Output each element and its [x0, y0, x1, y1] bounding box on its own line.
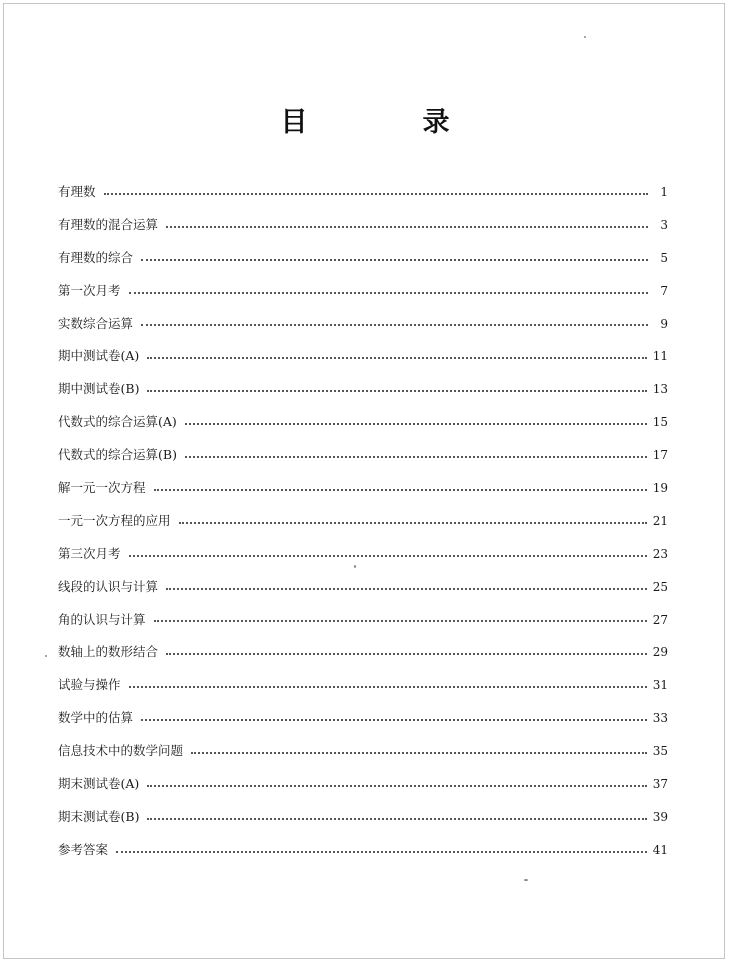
toc-entry-label: 解一元一次方程 — [58, 480, 146, 496]
page-title: 目 录 — [280, 107, 494, 138]
toc-dot-leader — [154, 620, 647, 622]
toc-entry[interactable] — [58, 472, 668, 505]
toc-entry[interactable] — [58, 275, 668, 308]
toc-dot-leader — [166, 588, 647, 590]
toc-entry-page: 25 — [652, 579, 668, 594]
toc-entry-label: 参考答案 — [58, 841, 109, 857]
toc-dot-leader — [116, 851, 647, 853]
toc-entry-label: 有理数的混合运算 — [58, 216, 159, 232]
toc-entry-label: 期中测试卷(B) — [58, 381, 140, 397]
toc-entry-label: 信息技术中的数学问题 — [58, 743, 184, 759]
toc-entry-page: 29 — [652, 645, 668, 660]
toc-entry[interactable] — [58, 801, 668, 834]
toc-entry[interactable] — [58, 834, 668, 867]
toc-entry-page: 9 — [660, 316, 668, 331]
toc-entry-page: 19 — [652, 481, 668, 496]
toc-entry-page: 35 — [652, 744, 668, 759]
toc-dot-leader — [147, 390, 646, 392]
toc-entry[interactable] — [58, 735, 668, 768]
toc-dot-leader — [185, 456, 647, 458]
toc-entry[interactable] — [58, 308, 668, 341]
toc-entry-label: 期末测试卷(B) — [58, 808, 140, 824]
toc-dot-leader — [141, 259, 648, 261]
toc-dot-leader — [129, 555, 647, 557]
toc-dot-leader — [166, 226, 648, 228]
toc-dot-leader — [141, 719, 647, 721]
toc-entry-page: 11 — [652, 349, 668, 364]
toc-entry-page: 31 — [652, 678, 668, 693]
toc-entry-label: 代数式的综合运算(B) — [58, 447, 177, 463]
scan-speck — [524, 879, 528, 881]
toc-entry-page: 39 — [652, 809, 668, 824]
toc-dot-leader — [141, 324, 648, 326]
toc-entry-label: 有理数的综合 — [58, 249, 134, 265]
toc-entry[interactable] — [58, 669, 668, 702]
toc-entry-page: 13 — [652, 382, 668, 397]
toc-dot-leader — [129, 292, 648, 294]
toc-entry-label: 试验与操作 — [58, 677, 121, 693]
toc-entry[interactable] — [58, 604, 668, 637]
toc-entry[interactable] — [58, 538, 668, 571]
toc-entry-page: 37 — [652, 777, 668, 792]
toc-entry-page: 3 — [660, 217, 668, 232]
toc-entry[interactable] — [58, 406, 668, 439]
toc-dot-leader — [147, 357, 646, 359]
toc-entry[interactable] — [58, 505, 668, 538]
toc-dot-leader — [147, 818, 646, 820]
toc-entry-label: 期中测试卷(A) — [58, 348, 140, 364]
toc-entry-label: 一元一次方程的应用 — [58, 512, 171, 528]
toc-entry-label: 第一次月考 — [58, 282, 121, 298]
toc-entry[interactable] — [58, 242, 668, 275]
toc-entry-label: 线段的认识与计算 — [58, 578, 159, 594]
toc-entry[interactable] — [58, 768, 668, 801]
toc-entry-page: 21 — [652, 513, 668, 528]
toc-entry-page: 17 — [652, 448, 668, 463]
toc-dot-leader — [104, 193, 648, 195]
toc-dot-leader — [154, 489, 647, 491]
toc-entry[interactable] — [58, 571, 668, 604]
toc-entry[interactable] — [58, 373, 668, 406]
toc-entry-page: 23 — [652, 546, 668, 561]
toc-entry[interactable] — [58, 439, 668, 472]
toc-entry-page: 33 — [652, 711, 668, 726]
scan-speck — [354, 565, 356, 568]
toc-entry-label: 代数式的综合运算(A) — [58, 414, 177, 430]
toc-entry[interactable] — [58, 636, 668, 669]
toc-dot-leader — [129, 686, 647, 688]
toc-dot-leader — [185, 423, 647, 425]
toc-entry-label: 数学中的估算 — [58, 710, 134, 726]
toc-entry[interactable] — [58, 702, 668, 735]
toc-dot-leader — [191, 752, 647, 754]
toc-entry-page: 41 — [652, 842, 668, 857]
toc-dot-leader — [179, 522, 647, 524]
toc-entry-label: 有理数 — [58, 184, 96, 199]
toc-entry-label: 期末测试卷(A) — [58, 776, 140, 792]
toc-dot-leader — [166, 653, 647, 655]
table-of-contents — [58, 176, 668, 867]
toc-entry-page: 7 — [660, 283, 668, 298]
toc-entry-page: 5 — [660, 250, 668, 265]
toc-entry[interactable] — [58, 176, 668, 209]
toc-entry-page: 15 — [652, 415, 668, 430]
scan-speck — [584, 36, 586, 38]
toc-entry[interactable] — [58, 340, 668, 373]
scan-speck — [45, 655, 47, 657]
toc-entry-page: 27 — [652, 612, 668, 627]
toc-entry-label: 角的认识与计算 — [58, 611, 146, 627]
toc-entry-page: 1 — [660, 185, 668, 199]
toc-dot-leader — [147, 785, 646, 787]
toc-entry-label: 第三次月考 — [58, 545, 121, 561]
toc-entry-label: 实数综合运算 — [58, 315, 134, 331]
toc-entry-label: 数轴上的数形结合 — [58, 644, 159, 660]
toc-entry[interactable] — [58, 209, 668, 242]
